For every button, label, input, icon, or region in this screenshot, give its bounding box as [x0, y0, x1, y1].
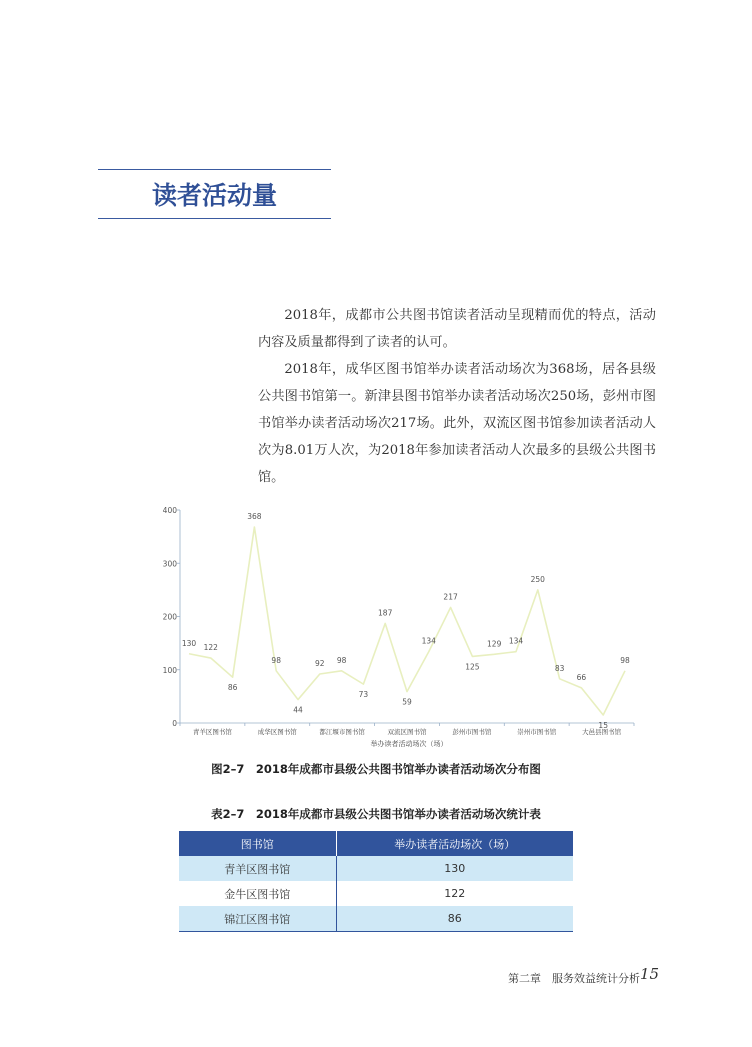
y-tick-label: 100	[162, 665, 177, 675]
x-tick-label: 崇州市图书馆	[517, 728, 557, 736]
x-tick-label: 都江堰市图书馆	[319, 728, 365, 736]
stats-table	[179, 831, 573, 932]
x-tick-label: 成华区图书馆	[257, 728, 297, 736]
cell-count: 86	[336, 906, 573, 932]
table-row	[179, 906, 573, 932]
data-label: 66	[576, 672, 587, 682]
cell-library: 青羊区图书馆	[179, 856, 336, 881]
y-tick-label: 0	[172, 719, 177, 728]
page-number: 15	[640, 965, 660, 983]
data-label: 130	[181, 638, 197, 648]
data-label: 122	[203, 643, 218, 653]
data-label: 125	[465, 662, 480, 672]
paragraph-1: 2018年，成都市公共图书馆读者活动呈现精而优的特点，活动内容及质量都得到了读者的认可。	[258, 308, 656, 350]
footer-chapter: 第二章 服务效益统计分析	[508, 972, 640, 985]
header-library: 图书馆	[179, 831, 336, 856]
cell-library: 锦江区图书馆	[179, 906, 336, 932]
data-label: 250	[530, 574, 545, 584]
figure-caption: 图2–7 2018年成都市县级公共图书馆举办读者活动场次分布图	[211, 762, 541, 776]
data-label: 86	[227, 683, 238, 693]
data-label: 98	[336, 655, 347, 665]
section-title: 读者活动量	[151, 181, 277, 210]
y-tick-label: 200	[162, 612, 177, 622]
x-tick-label: 青羊区图书馆	[192, 728, 232, 736]
data-label: 92	[315, 659, 325, 669]
data-label: 217	[443, 592, 458, 602]
data-label: 15	[598, 721, 608, 731]
cell-count: 122	[444, 887, 466, 900]
table-caption: 表2–7 2018年成都市县级公共图书馆举办读者活动场次统计表	[211, 807, 541, 821]
data-label: 187	[378, 608, 393, 618]
y-tick-label: 300	[162, 559, 177, 569]
data-label: 368	[247, 512, 262, 522]
cell-count: 130	[336, 856, 573, 881]
data-label: 134	[508, 636, 524, 646]
table-row	[179, 856, 573, 881]
table-header-row	[179, 831, 573, 856]
header-activity-count: 举办读者活动场次（场）	[336, 831, 573, 856]
data-label: 44	[293, 705, 303, 715]
y-tick-label: 400	[162, 506, 177, 515]
x-tick-label: 彭州市图书馆	[452, 728, 492, 736]
paragraph-2: 2018年，成华区图书馆举办读者活动场次为368场，居各县级公共图书馆第一。新津县图书馆举办读者活动场次250场，彭州市图书馆举办读者活动场次217场。此外，双流区图书馆参加读者活动人次为8.01万人次，为2018年参加读者活动人次最多的县级公共图书馆。	[258, 362, 656, 485]
series-line	[189, 527, 625, 715]
x-axis-title: 举办读者活动场次（场）	[370, 740, 448, 748]
data-label: 98	[271, 655, 281, 665]
data-label: 134	[421, 636, 436, 646]
data-label: 59	[402, 697, 412, 707]
cell-library: 金牛区图书馆	[179, 881, 336, 906]
data-label: 83	[554, 663, 565, 673]
x-tick-label: 双流区图书馆	[387, 728, 427, 736]
x-tick-label: 大邑县图书馆	[582, 728, 622, 736]
data-label: 73	[358, 690, 369, 700]
table-row	[179, 881, 573, 906]
data-label: 98	[620, 655, 630, 665]
data-label: 129	[487, 639, 502, 649]
